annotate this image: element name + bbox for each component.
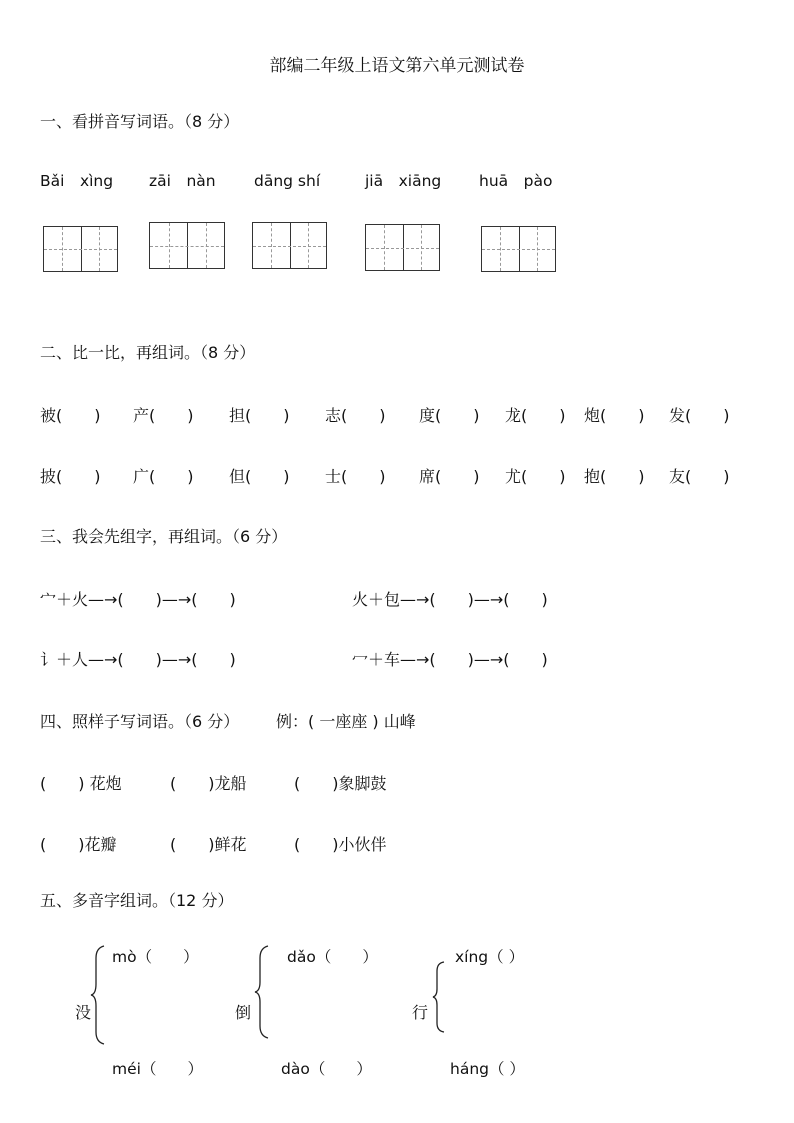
polyphone-reading: xíng（ ） <box>455 948 525 966</box>
phrase-item: ( )花瓣 <box>40 835 117 854</box>
pinyin-3: dāng shí <box>254 172 321 190</box>
section1-heading: 一、看拼音写词语。（8 分） <box>40 112 240 131</box>
compare-item: 士( ) <box>325 467 386 486</box>
compare-item: 但( ) <box>229 467 290 486</box>
section3-heading: 三、我会先组字，再组词。（6 分） <box>40 527 288 546</box>
polyphone-char: 倒 <box>235 1003 252 1022</box>
compare-item: 尤( ) <box>505 467 566 486</box>
writing-grid-5[interactable] <box>481 226 556 272</box>
brace-icon <box>90 944 106 1046</box>
brace-icon <box>254 944 270 1040</box>
pinyin-5: huā pào <box>479 172 553 190</box>
compare-item: 炮( ) <box>584 406 645 425</box>
writing-grid-1[interactable] <box>43 226 118 272</box>
pinyin-2: zāi nàn <box>149 172 216 190</box>
section4-example: 例：( 一座座 ) 山峰 <box>276 712 416 731</box>
writing-grid-4[interactable] <box>365 224 440 271</box>
polyphone-reading: mò（ ） <box>112 948 199 966</box>
phrase-item: ( )龙船 <box>170 774 247 793</box>
polyphone-reading: dào（ ） <box>281 1060 372 1078</box>
writing-grid-3[interactable] <box>252 222 327 269</box>
polyphone-reading: méi（ ） <box>112 1060 203 1078</box>
compare-item: 广( ) <box>133 467 194 486</box>
compare-item: 披( ) <box>40 467 101 486</box>
polyphone-char: 行 <box>412 1003 429 1022</box>
page-title: 部编二年级上语文第六单元测试卷 <box>269 56 525 76</box>
compare-item: 被( ) <box>40 406 101 425</box>
phrase-item: ( )小伙伴 <box>294 835 387 854</box>
compare-item: 志( ) <box>325 406 386 425</box>
phrase-item: ( )鲜花 <box>170 835 247 854</box>
compare-item: 发( ) <box>669 406 730 425</box>
writing-grid-2[interactable] <box>149 222 225 269</box>
phrase-item: ( ) 花炮 <box>40 774 122 793</box>
compare-item: 友( ) <box>669 467 730 486</box>
brace-icon <box>432 960 446 1034</box>
compare-item: 龙( ) <box>505 406 566 425</box>
phrase-item: ( )象脚鼓 <box>294 774 387 793</box>
compose-item: 火＋包—→( )—→( ) <box>352 590 548 609</box>
section5-heading: 五、多音字组词。（12 分） <box>40 891 234 910</box>
pinyin-1: Bǎi xìng <box>40 172 114 190</box>
compare-item: 度( ) <box>419 406 480 425</box>
compare-item: 抱( ) <box>584 467 645 486</box>
section4-heading: 四、照样子写词语。（6 分） <box>40 712 240 731</box>
compose-item: 宀＋火—→( )—→( ) <box>40 590 236 609</box>
polyphone-reading: dǎo（ ） <box>287 948 378 966</box>
polyphone-char: 没 <box>75 1003 92 1022</box>
section2-heading: 二、比一比，再组词。（8 分） <box>40 343 256 362</box>
compose-item: 冖＋车—→( )—→( ) <box>352 650 548 669</box>
pinyin-4: jiā xiāng <box>365 172 442 190</box>
compose-item: 讠＋人—→( )—→( ) <box>40 650 236 669</box>
compare-item: 产( ) <box>133 406 194 425</box>
polyphone-reading: háng（ ） <box>450 1060 525 1078</box>
compare-item: 席( ) <box>419 467 480 486</box>
compare-item: 担( ) <box>229 406 290 425</box>
